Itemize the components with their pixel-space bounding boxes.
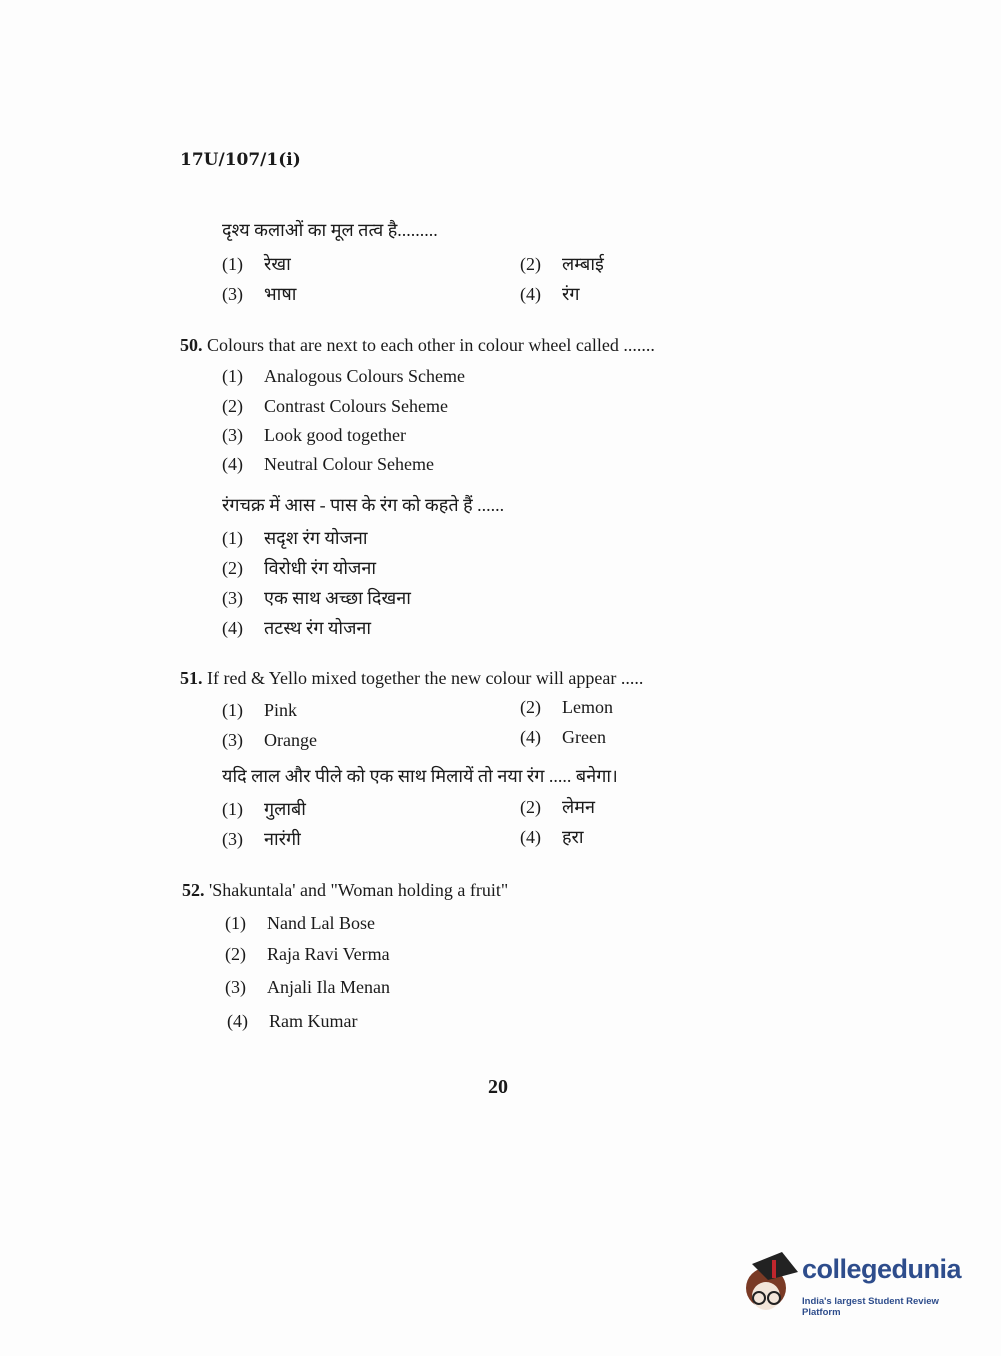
option: (3) Orange <box>222 730 317 750</box>
question-text-hindi: यदि लाल और पीले को एक साथ मिलायें तो नया रंग ..... बनेगा। <box>222 766 618 786</box>
question-text-hindi: रंगचक्र में आस - पास के रंग को कहते हैं ...... <box>222 495 505 515</box>
option: (3) Look good together <box>222 425 406 445</box>
option: (4) Ram Kumar <box>227 1011 358 1031</box>
option: (1) Analogous Colours Scheme <box>222 366 465 386</box>
option: (3) भाषा <box>222 284 297 304</box>
collegedunia-watermark <box>742 1250 972 1320</box>
option: (1) Nand Lal Bose <box>225 913 375 933</box>
question-50: 50. Colours that are next to each other in colour wheel called ....... <box>180 335 655 355</box>
option: (4) तटस्थ रंग योजना <box>222 618 372 638</box>
option: (2) लेमन <box>520 797 595 817</box>
option: (4) Neutral Colour Seheme <box>222 454 434 474</box>
brand-tagline: India's largest Student Review Platform <box>802 1296 939 1318</box>
brand-name: collegedunia <box>802 1254 962 1284</box>
option: (3) Anjali Ila Menan <box>225 977 390 997</box>
option: (4) Green <box>520 727 606 747</box>
option: (1) रेखा <box>222 254 291 274</box>
option: (3) नारंगी <box>222 829 301 849</box>
option: (4) हरा <box>520 827 584 847</box>
option: (2) विरोधी रंग योजना <box>222 558 377 578</box>
option: (1) गुलाबी <box>222 799 306 819</box>
option: (1) Pink <box>222 700 298 720</box>
option: (2) Lemon <box>520 697 613 717</box>
paper-code: 17U/107/1(i) <box>180 150 301 170</box>
question-51: 51. If red & Yello mixed together the new colour will appear ..... <box>180 668 644 688</box>
question-text: दृश्य कलाओं का मूल तत्व है......... <box>222 220 438 240</box>
page-number: 20 <box>488 1076 508 1098</box>
option: (2) लम्बाई <box>520 254 604 274</box>
mascot-logo-icon <box>742 1250 800 1320</box>
option: (2) Raja Ravi Verma <box>225 944 390 964</box>
option: (3) एक साथ अच्छा दिखना <box>222 588 411 608</box>
option: (2) Contrast Colours Seheme <box>222 396 448 416</box>
option: (4) रंग <box>520 284 580 304</box>
question-52: 52. 'Shakuntala' and "Woman holding a fruit" <box>182 880 509 900</box>
option: (1) सदृश रंग योजना <box>222 528 368 548</box>
